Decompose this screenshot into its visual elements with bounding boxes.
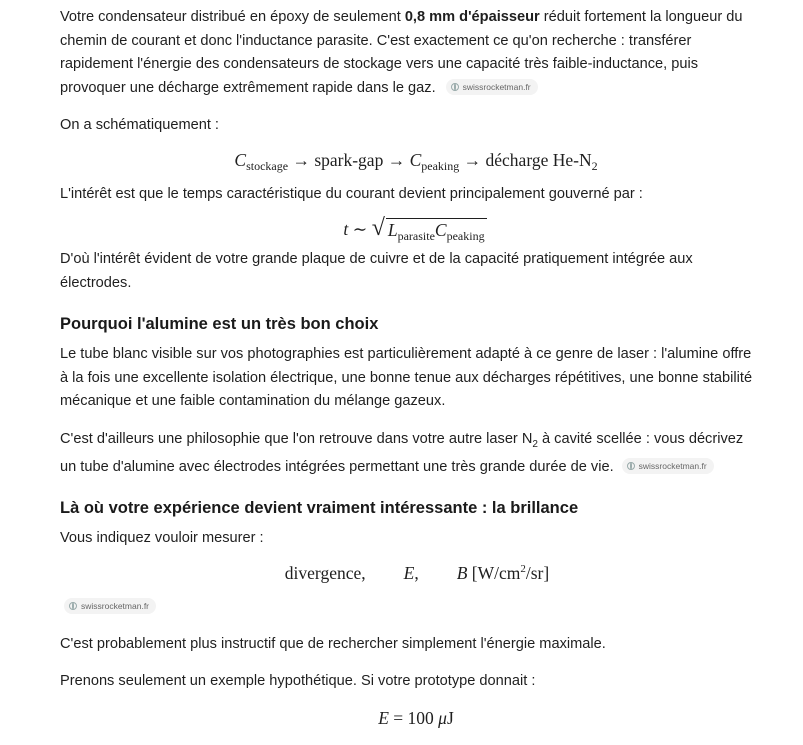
source-chip[interactable]: swissrocketman.fr (64, 598, 156, 614)
source-chip[interactable]: swissrocketman.fr (622, 458, 714, 474)
sqrt-symbol: √ $L_{parasite}C_{peaking}$ (371, 215, 485, 243)
chat-message (60, 6, 760, 729)
equation-sqrt: t ∼ √ $L_{parasite}C_{peaking}$ (343, 215, 485, 243)
globe-icon (451, 83, 459, 91)
source-row (60, 598, 760, 615)
paragraph-schematic: On a schématiquement : (60, 117, 219, 133)
source-chip[interactable]: swissrocketman.fr (446, 79, 538, 95)
heading-brightness: Là où votre expérience devient vraiment intéressante : la brillance (60, 499, 579, 518)
paragraph-example: Prenons seulement un exemple hypothétique. Si votre prototype donnait : (60, 673, 536, 690)
paragraph-copper: D'où l'intérêt évident de votre grande plaque de cuivre et de la capacité pratiquement intégrée aux électrodes. (60, 251, 693, 291)
heading-alumina: Pourquoi l'alumine est un très bon choix (60, 315, 379, 333)
equation-measures: divergence, E, B $[W/cm^2/sr]$ (284, 562, 550, 583)
equation-energy: E = 100 μJ (378, 707, 454, 728)
equation-chain: $C_{stockage}$ → spark-gap → $C_{peaking}$ → décharge $He-N_2$ (234, 149, 598, 173)
globe-icon (627, 462, 635, 470)
paragraph-alumina: Le tube blanc visible sur vos photographies est particulièrement adapté à ce genre de laser : l'alumine offre à la fois une excellente isolation électrique, une bonne tenue aux décharges répétitives, une bonne stabilité mécanique et une faible contamination du mélange gazeux. (60, 346, 753, 409)
globe-icon (69, 602, 77, 610)
paragraph-sealed: C'est d'ailleurs une philosophie que l'on retrouve dans votre autre laser $N_2$ à cavité scellée : vous décrivez un tube d'alumine avec électrodes intégrées permettant une très grande durée de vie. swissrocketman.fr (60, 430, 744, 475)
paragraph-instructive: C'est probablement plus instructif que de rechercher simplement l'énergie maximale. (60, 635, 606, 652)
paragraph-capacitor: Votre condensateur distribué en époxy de seulement 0,8 mm d'épaisseur réduit fortement la longueur du chemin de courant et donc l'inductance parasite. C'est exactement ce qu'on recherche : transférer rapidement l'énergie des condensateurs de stockage vers une capacité très faible-inductance, puis provoquer une décharge extrêmement rapide dans le gaz. swissrocketman.fr (60, 9, 743, 96)
paragraph-measure: Vous indiquez vouloir mesurer : (60, 530, 264, 547)
paragraph-timescale: L'intérêt est que le temps caractéristique du courant devient principalement gouverné par : (60, 185, 643, 202)
bold-thickness: 0,8 mm d'épaisseur (404, 9, 540, 25)
